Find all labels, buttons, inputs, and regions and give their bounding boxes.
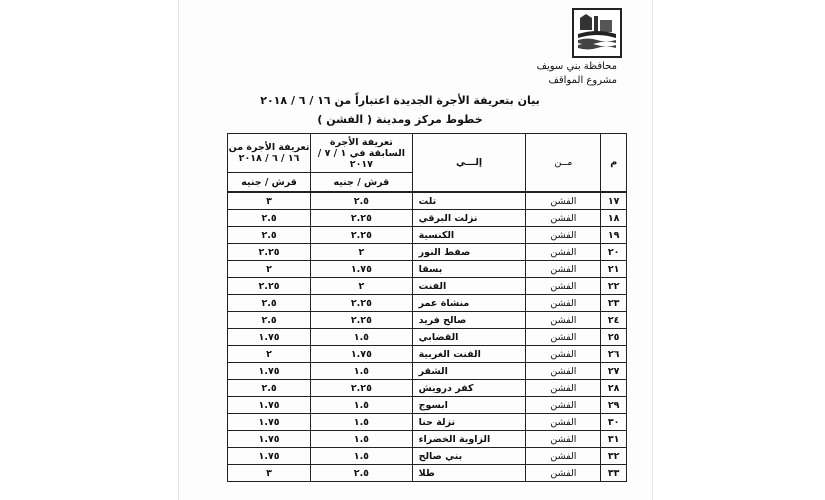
row-new-fare: ٢ <box>228 346 311 363</box>
table-row <box>228 431 627 448</box>
header-to: إلـــي <box>412 134 526 193</box>
row-number: ٢٦ <box>601 346 627 363</box>
row-to: الزاوية الخضراء <box>412 431 526 448</box>
table-row <box>228 448 627 465</box>
row-old-fare: ٢.٢٥ <box>311 295 413 312</box>
row-from: الفشن <box>526 295 601 312</box>
row-number: ١٨ <box>601 210 627 227</box>
row-number: ١٧ <box>601 192 627 210</box>
row-new-fare: ١.٧٥ <box>228 431 311 448</box>
row-to: ابسوج <box>412 397 526 414</box>
row-number: ٢٣ <box>601 295 627 312</box>
row-to: الكنسية <box>412 227 526 244</box>
row-number: ٢١ <box>601 261 627 278</box>
row-new-fare: ٢ <box>228 261 311 278</box>
unit-old-fare: قرش / جنيه <box>311 173 413 193</box>
row-old-fare: ٢.٥ <box>311 192 413 210</box>
row-new-fare: ٣ <box>228 465 311 482</box>
row-old-fare: ٢.٢٥ <box>311 227 413 244</box>
row-from: الفشن <box>526 380 601 397</box>
row-from: الفشن <box>526 261 601 278</box>
table-row <box>228 312 627 329</box>
table-row <box>228 295 627 312</box>
row-new-fare: ١.٧٥ <box>228 363 311 380</box>
row-old-fare: ١.٧٥ <box>311 346 413 363</box>
governorate-name: محافظة بني سويف <box>536 61 617 72</box>
row-old-fare: ٢.٢٥ <box>311 380 413 397</box>
row-old-fare: ٢.٢٥ <box>311 312 413 329</box>
header-number: م <box>601 134 627 193</box>
row-from: الفشن <box>526 210 601 227</box>
row-from: الفشن <box>526 363 601 380</box>
row-old-fare: ١.٥ <box>311 363 413 380</box>
fare-table <box>227 133 627 482</box>
row-number: ٢٨ <box>601 380 627 397</box>
row-old-fare: ٢ <box>311 278 413 295</box>
governorate-logo <box>572 8 622 58</box>
row-number: ٢٩ <box>601 397 627 414</box>
table-row <box>228 227 627 244</box>
row-new-fare: ٢.٢٥ <box>228 244 311 261</box>
row-from: الفشن <box>526 465 601 482</box>
row-to: نزلة حنا <box>412 414 526 431</box>
organization-header <box>537 60 617 88</box>
table-row <box>228 210 627 227</box>
row-old-fare: ٢ <box>311 244 413 261</box>
row-to: الفنت الغربية <box>412 346 526 363</box>
row-to: الشقر <box>412 363 526 380</box>
row-old-fare: ١.٥ <box>311 397 413 414</box>
row-to: بسقا <box>412 261 526 278</box>
row-to: صفط النور <box>412 244 526 261</box>
row-from: الفشن <box>526 329 601 346</box>
row-number: ٢٤ <box>601 312 627 329</box>
row-old-fare: ٢.٢٥ <box>311 210 413 227</box>
row-number: ٢٠ <box>601 244 627 261</box>
row-new-fare: ٢.٥ <box>228 210 311 227</box>
row-new-fare: ٢.٥ <box>228 380 311 397</box>
row-new-fare: ١.٧٥ <box>228 329 311 346</box>
row-number: ١٩ <box>601 227 627 244</box>
row-from: الفشن <box>526 312 601 329</box>
table-row <box>228 465 627 482</box>
row-to: بني صالح <box>412 448 526 465</box>
table-header-row <box>228 134 627 173</box>
table-row <box>228 363 627 380</box>
row-from: الفشن <box>526 346 601 363</box>
row-from: الفشن <box>526 192 601 210</box>
row-old-fare: ١.٥ <box>311 448 413 465</box>
row-old-fare: ١.٥ <box>311 414 413 431</box>
unit-new-fare: قرش / جنيه <box>228 173 311 193</box>
row-number: ٣١ <box>601 431 627 448</box>
row-to: منشاة عمر <box>412 295 526 312</box>
row-from: الفشن <box>526 414 601 431</box>
row-new-fare: ٢.٥ <box>228 295 311 312</box>
header-new-fare: تعريفة الأجرة من ١٦ / ٦ / ٢٠١٨ <box>228 134 311 173</box>
row-to: طلا <box>412 465 526 482</box>
row-new-fare: ١.٧٥ <box>228 414 311 431</box>
row-new-fare: ١.٧٥ <box>228 397 311 414</box>
row-new-fare: ٢.٥ <box>228 312 311 329</box>
row-new-fare: ٣ <box>228 192 311 210</box>
header-old-fare: تعريفة الأجرة السابقة في ١ / ٧ / ٢٠١٧ <box>311 134 413 173</box>
table-row <box>228 261 627 278</box>
row-to: نزلت البرقي <box>412 210 526 227</box>
table-row <box>228 244 627 261</box>
table-row <box>228 329 627 346</box>
table-row <box>228 380 627 397</box>
row-to: القضابي <box>412 329 526 346</box>
row-from: الفشن <box>526 448 601 465</box>
row-number: ٣٢ <box>601 448 627 465</box>
row-old-fare: ٢.٥ <box>311 465 413 482</box>
document-title: بيان بتعريفة الأجرة الجديدة اعتباراً من ١٦ / ٦ / ٢٠١٨ <box>260 94 540 107</box>
row-to: الفنت <box>412 278 526 295</box>
row-number: ٢٧ <box>601 363 627 380</box>
row-new-fare: ١.٧٥ <box>228 448 311 465</box>
table-row <box>228 278 627 295</box>
row-from: الفشن <box>526 278 601 295</box>
row-old-fare: ١.٧٥ <box>311 261 413 278</box>
row-old-fare: ١.٥ <box>311 329 413 346</box>
row-new-fare: ٢.٢٥ <box>228 278 311 295</box>
table-row <box>228 397 627 414</box>
project-name: مشروع المواقف <box>548 75 617 86</box>
header-from: مــن <box>526 134 601 193</box>
document-subtitle: خطوط مركز ومدينة ( الفشن ) <box>317 113 483 126</box>
row-number: ٣٠ <box>601 414 627 431</box>
row-from: الفشن <box>526 431 601 448</box>
row-from: الفشن <box>526 397 601 414</box>
table-row <box>228 192 627 210</box>
row-from: الفشن <box>526 227 601 244</box>
table-body <box>228 192 627 482</box>
row-number: ٣٣ <box>601 465 627 482</box>
row-from: الفشن <box>526 244 601 261</box>
row-to: صالح فريد <box>412 312 526 329</box>
table-row <box>228 346 627 363</box>
row-number: ٢٥ <box>601 329 627 346</box>
row-new-fare: ٢.٥ <box>228 227 311 244</box>
row-to: تلت <box>412 192 526 210</box>
table-row <box>228 414 627 431</box>
row-old-fare: ١.٥ <box>311 431 413 448</box>
row-number: ٢٢ <box>601 278 627 295</box>
row-to: كفر درويش <box>412 380 526 397</box>
